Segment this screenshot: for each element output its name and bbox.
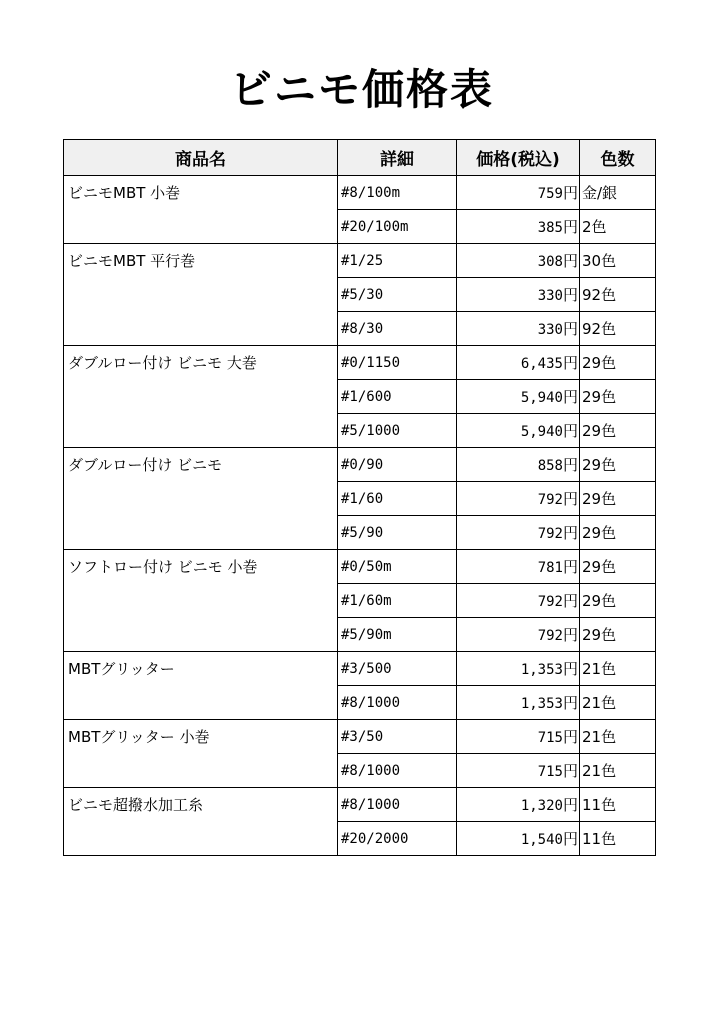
- price-value: 308: [537, 254, 563, 270]
- detail-cell: #8/100m: [338, 176, 457, 210]
- detail-cell: #8/1000: [338, 754, 457, 788]
- detail-cell: #0/50m: [338, 550, 457, 584]
- colors-cell: 92色: [580, 278, 656, 312]
- table-row: [64, 788, 656, 822]
- price-cell: [457, 618, 580, 652]
- detail-cell: #3/50: [338, 720, 457, 754]
- currency-unit: 円: [562, 524, 578, 542]
- colors-cell: 29色: [580, 584, 656, 618]
- product-name-cell: ビニモMBT 小巻: [64, 176, 338, 244]
- price-table: [63, 139, 656, 856]
- price-cell: [457, 448, 580, 482]
- price-value: 781: [537, 560, 563, 576]
- currency-unit: 円: [562, 626, 578, 644]
- detail-cell: #5/30: [338, 278, 457, 312]
- currency-unit: 円: [562, 320, 578, 338]
- detail-cell: #5/1000: [338, 414, 457, 448]
- colors-cell: 29色: [580, 414, 656, 448]
- colors-cell: 29色: [580, 516, 656, 550]
- table-row: [64, 176, 656, 210]
- price-cell: [457, 550, 580, 584]
- price-cell: [457, 822, 580, 856]
- currency-unit: 円: [562, 286, 578, 304]
- price-value: 792: [537, 492, 563, 508]
- detail-cell: #20/100m: [338, 210, 457, 244]
- price-cell: [457, 278, 580, 312]
- detail-cell: #1/60m: [338, 584, 457, 618]
- detail-cell: #0/1150: [338, 346, 457, 380]
- currency-unit: 円: [562, 184, 578, 202]
- price-value: 330: [537, 288, 563, 304]
- price-value: 5,940: [520, 390, 563, 406]
- table-row: [64, 346, 656, 380]
- currency-unit: 円: [562, 558, 578, 576]
- colors-cell: 29色: [580, 346, 656, 380]
- price-cell: [457, 482, 580, 516]
- colors-cell: 21色: [580, 720, 656, 754]
- currency-unit: 円: [562, 830, 578, 848]
- price-cell: [457, 584, 580, 618]
- colors-cell: 29色: [580, 550, 656, 584]
- detail-cell: #8/1000: [338, 686, 457, 720]
- table-body: [64, 176, 656, 856]
- table-row: [64, 448, 656, 482]
- product-name-cell: ビニモMBT 平行巻: [64, 244, 338, 346]
- price-cell: [457, 380, 580, 414]
- price-value: 792: [537, 526, 563, 542]
- product-name-cell: MBTグリッター 小巻: [64, 720, 338, 788]
- table-row: [64, 550, 656, 584]
- price-cell: [457, 754, 580, 788]
- price-cell: [457, 210, 580, 244]
- price-value: 858: [537, 458, 563, 474]
- currency-unit: 円: [562, 762, 578, 780]
- colors-cell: 29色: [580, 448, 656, 482]
- colors-cell: 92色: [580, 312, 656, 346]
- price-cell: [457, 788, 580, 822]
- currency-unit: 円: [562, 728, 578, 746]
- product-name-cell: ソフトロー付け ビニモ 小巻: [64, 550, 338, 652]
- colors-cell: 29色: [580, 482, 656, 516]
- price-value: 1,320: [520, 798, 563, 814]
- price-cell: [457, 312, 580, 346]
- price-cell: [457, 686, 580, 720]
- price-value: 6,435: [520, 356, 563, 372]
- price-cell: [457, 516, 580, 550]
- currency-unit: 円: [562, 388, 578, 406]
- currency-unit: 円: [562, 422, 578, 440]
- detail-cell: #20/2000: [338, 822, 457, 856]
- colors-cell: 29色: [580, 618, 656, 652]
- price-value: 385: [537, 220, 563, 236]
- currency-unit: 円: [562, 796, 578, 814]
- detail-cell: #8/1000: [338, 788, 457, 822]
- price-cell: [457, 244, 580, 278]
- header-colors: 色数: [580, 140, 656, 176]
- colors-cell: 30色: [580, 244, 656, 278]
- currency-unit: 円: [562, 592, 578, 610]
- price-value: 792: [537, 594, 563, 610]
- price-cell: [457, 176, 580, 210]
- product-name-cell: MBTグリッター: [64, 652, 338, 720]
- price-value: 1,353: [520, 696, 563, 712]
- price-value: 715: [537, 730, 563, 746]
- price-value: 1,540: [520, 832, 563, 848]
- currency-unit: 円: [562, 660, 578, 678]
- price-cell: [457, 414, 580, 448]
- currency-unit: 円: [562, 354, 578, 372]
- currency-unit: 円: [562, 490, 578, 508]
- price-cell: [457, 652, 580, 686]
- table-row: [64, 652, 656, 686]
- page-title: ビニモ価格表: [229, 65, 494, 114]
- detail-cell: #1/600: [338, 380, 457, 414]
- price-cell: [457, 720, 580, 754]
- price-value: 792: [537, 628, 563, 644]
- detail-cell: #1/25: [338, 244, 457, 278]
- price-value: 759: [537, 186, 563, 202]
- product-name-cell: ダブルロー付け ビニモ 大巻: [64, 346, 338, 448]
- currency-unit: 円: [562, 456, 578, 474]
- detail-cell: #5/90m: [338, 618, 457, 652]
- currency-unit: 円: [562, 252, 578, 270]
- price-value: 1,353: [520, 662, 563, 678]
- colors-cell: 29色: [580, 380, 656, 414]
- header-price: 価格(税込): [457, 140, 580, 176]
- colors-cell: 21色: [580, 686, 656, 720]
- header-detail: 詳細: [338, 140, 457, 176]
- colors-cell: 11色: [580, 788, 656, 822]
- colors-cell: 11色: [580, 822, 656, 856]
- colors-cell: 金/銀: [580, 176, 656, 210]
- table-row: [64, 720, 656, 754]
- currency-unit: 円: [562, 218, 578, 236]
- detail-cell: #1/60: [338, 482, 457, 516]
- price-value: 330: [537, 322, 563, 338]
- price-value: 715: [537, 764, 563, 780]
- detail-cell: #8/30: [338, 312, 457, 346]
- table-row: [64, 244, 656, 278]
- detail-cell: #5/90: [338, 516, 457, 550]
- header-product-name: 商品名: [64, 140, 338, 176]
- price-value: 5,940: [520, 424, 563, 440]
- detail-cell: #3/500: [338, 652, 457, 686]
- colors-cell: 21色: [580, 652, 656, 686]
- price-cell: [457, 346, 580, 380]
- detail-cell: #0/90: [338, 448, 457, 482]
- currency-unit: 円: [562, 694, 578, 712]
- table-header-row: [64, 140, 656, 176]
- colors-cell: 21色: [580, 754, 656, 788]
- product-name-cell: ダブルロー付け ビニモ: [64, 448, 338, 550]
- colors-cell: 2色: [580, 210, 656, 244]
- product-name-cell: ビニモ超撥水加工糸: [64, 788, 338, 856]
